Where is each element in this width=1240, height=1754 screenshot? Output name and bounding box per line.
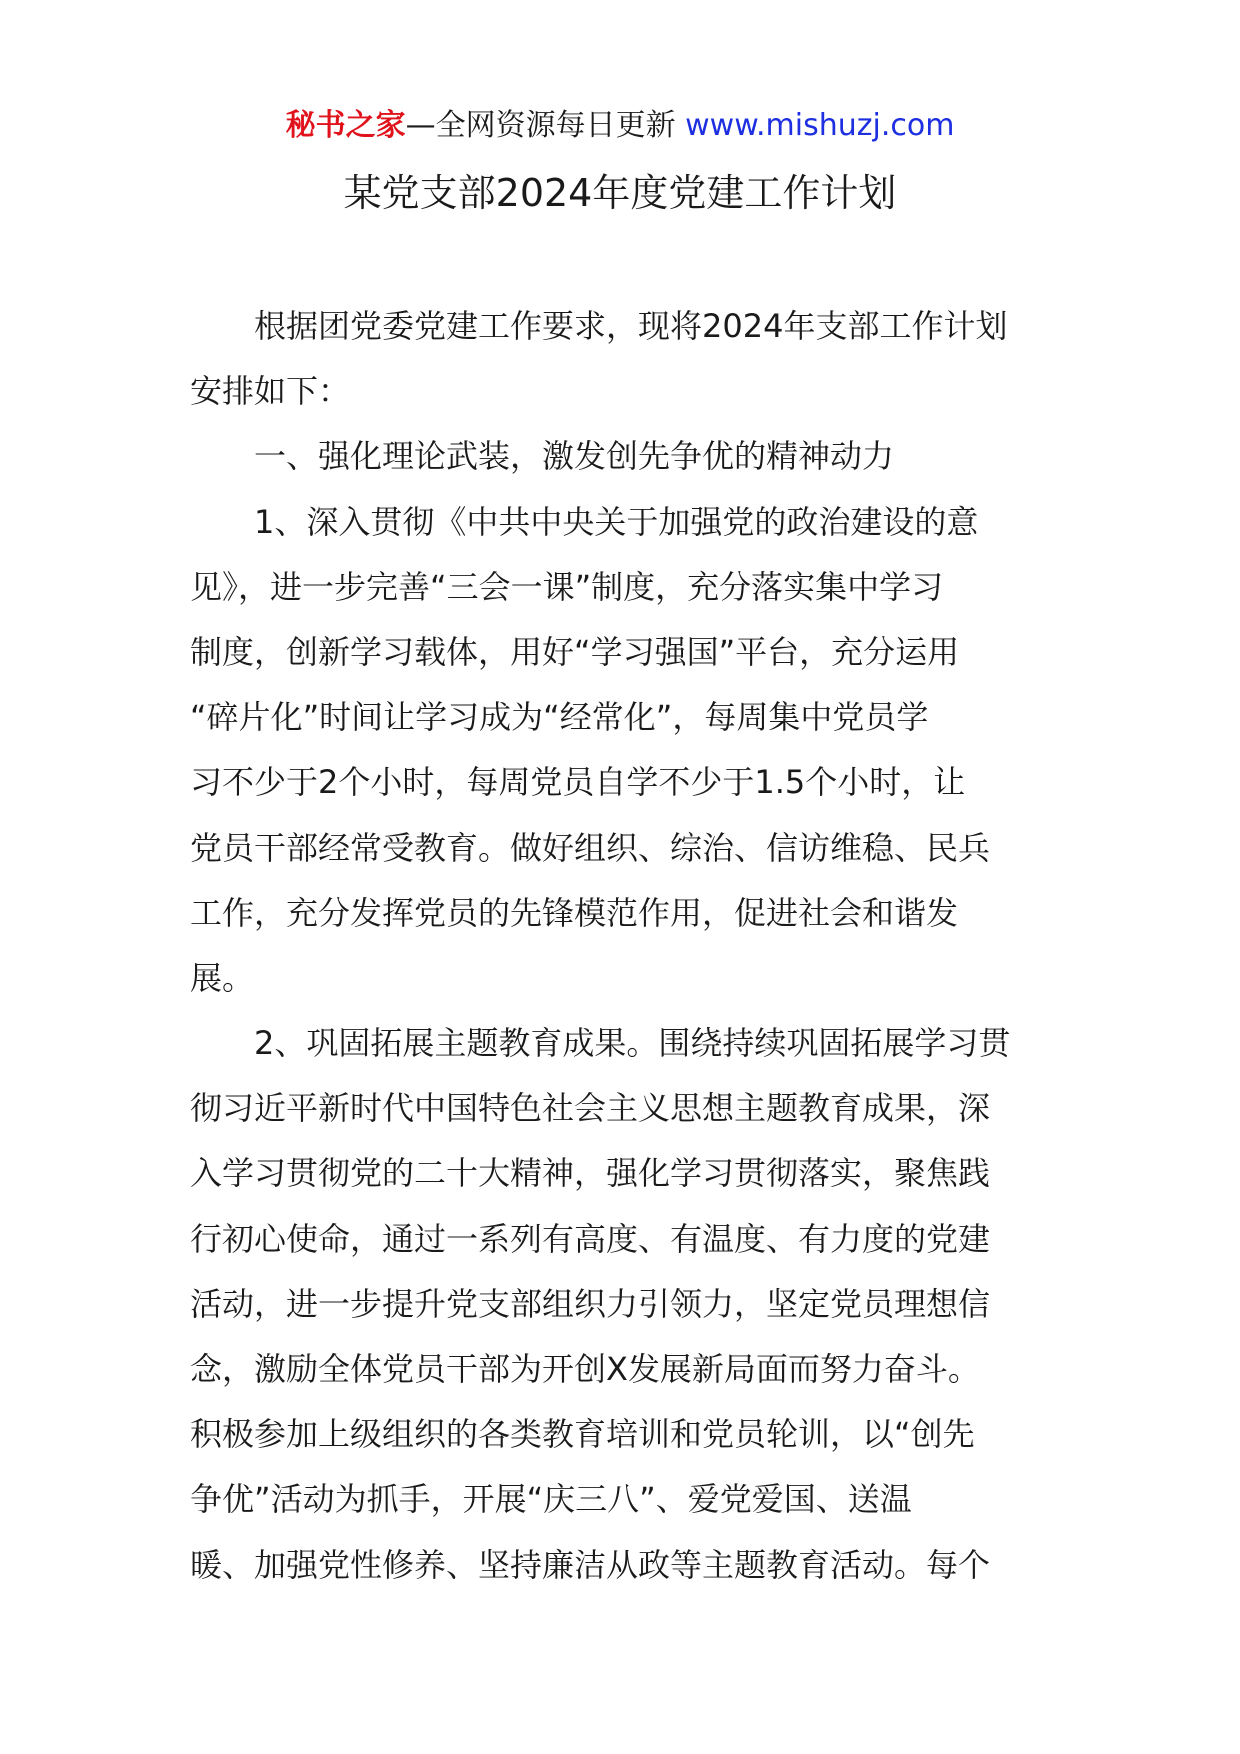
body-line: “碎片化”时间让学习成为“经常化”，每周集中党员学 [190, 698, 929, 737]
site-tagline: —全网资源每日更新 [405, 108, 686, 143]
site-brand: 秘书之家 [285, 108, 406, 143]
body-line: 安排如下： [190, 372, 351, 411]
body-line: 行初心使命，通过一系列有高度、有温度、有力度的党建 [190, 1219, 991, 1258]
body-line: 习不少于2个小时，每周党员自学不少于1.5个小时，让 [190, 763, 966, 802]
body-line: 2、巩固拓展主题教育成果。围绕持续巩固拓展学习贯 [254, 1024, 1011, 1063]
site-header [0, 104, 1240, 148]
body-line: 积极参加上级组织的各类教育培训和党员轮训，以“创先 [190, 1415, 975, 1454]
body-line: 工作，充分发挥党员的先锋模范作用，促进社会和谐发 [190, 893, 959, 932]
body-line: 暖、加强党性修养、坚持廉洁从政等主题教育活动。每个 [190, 1545, 991, 1584]
body-line: 争优”活动为抓手，开展“庆三八”、爱党爱国、送温 [190, 1480, 912, 1519]
site-url-link[interactable]: www.mishuzj.com [685, 108, 955, 143]
body-line: 根据团党委党建工作要求，现将2024年支部工作计划 [254, 307, 1008, 345]
body-line: 入学习贯彻党的二十大精神，强化学习贯彻落实，聚焦践 [190, 1154, 991, 1193]
document-title: 某党支部2024年度党建工作计划 [343, 171, 897, 215]
body-line: 1、深入贯彻《中共中央关于加强党的政治建设的意 [254, 502, 979, 541]
body-line: 念，激励全体党员干部为开创X发展新局面而努力奋斗。 [190, 1350, 980, 1388]
body-line: 彻习近平新时代中国特色社会主义思想主题教育成果，深 [190, 1089, 991, 1128]
body-line: 制度，创新学习载体，用好“学习强国”平台，充分运用 [190, 632, 960, 671]
body-line: 活动，进一步提升党支部组织力引领力，坚定党员理想信 [190, 1284, 991, 1323]
document-body [190, 294, 1060, 1598]
body-line: 一、强化理论武装，激发创先争优的精神动力 [254, 437, 895, 476]
body-line: 党员干部经常受教育。做好组织、综治、信访维稳、民兵 [190, 828, 991, 867]
body-line: 展。 [190, 958, 255, 997]
body-line: 见》，进一步完善“三会一课”制度，充分落实集中学习 [190, 567, 944, 606]
